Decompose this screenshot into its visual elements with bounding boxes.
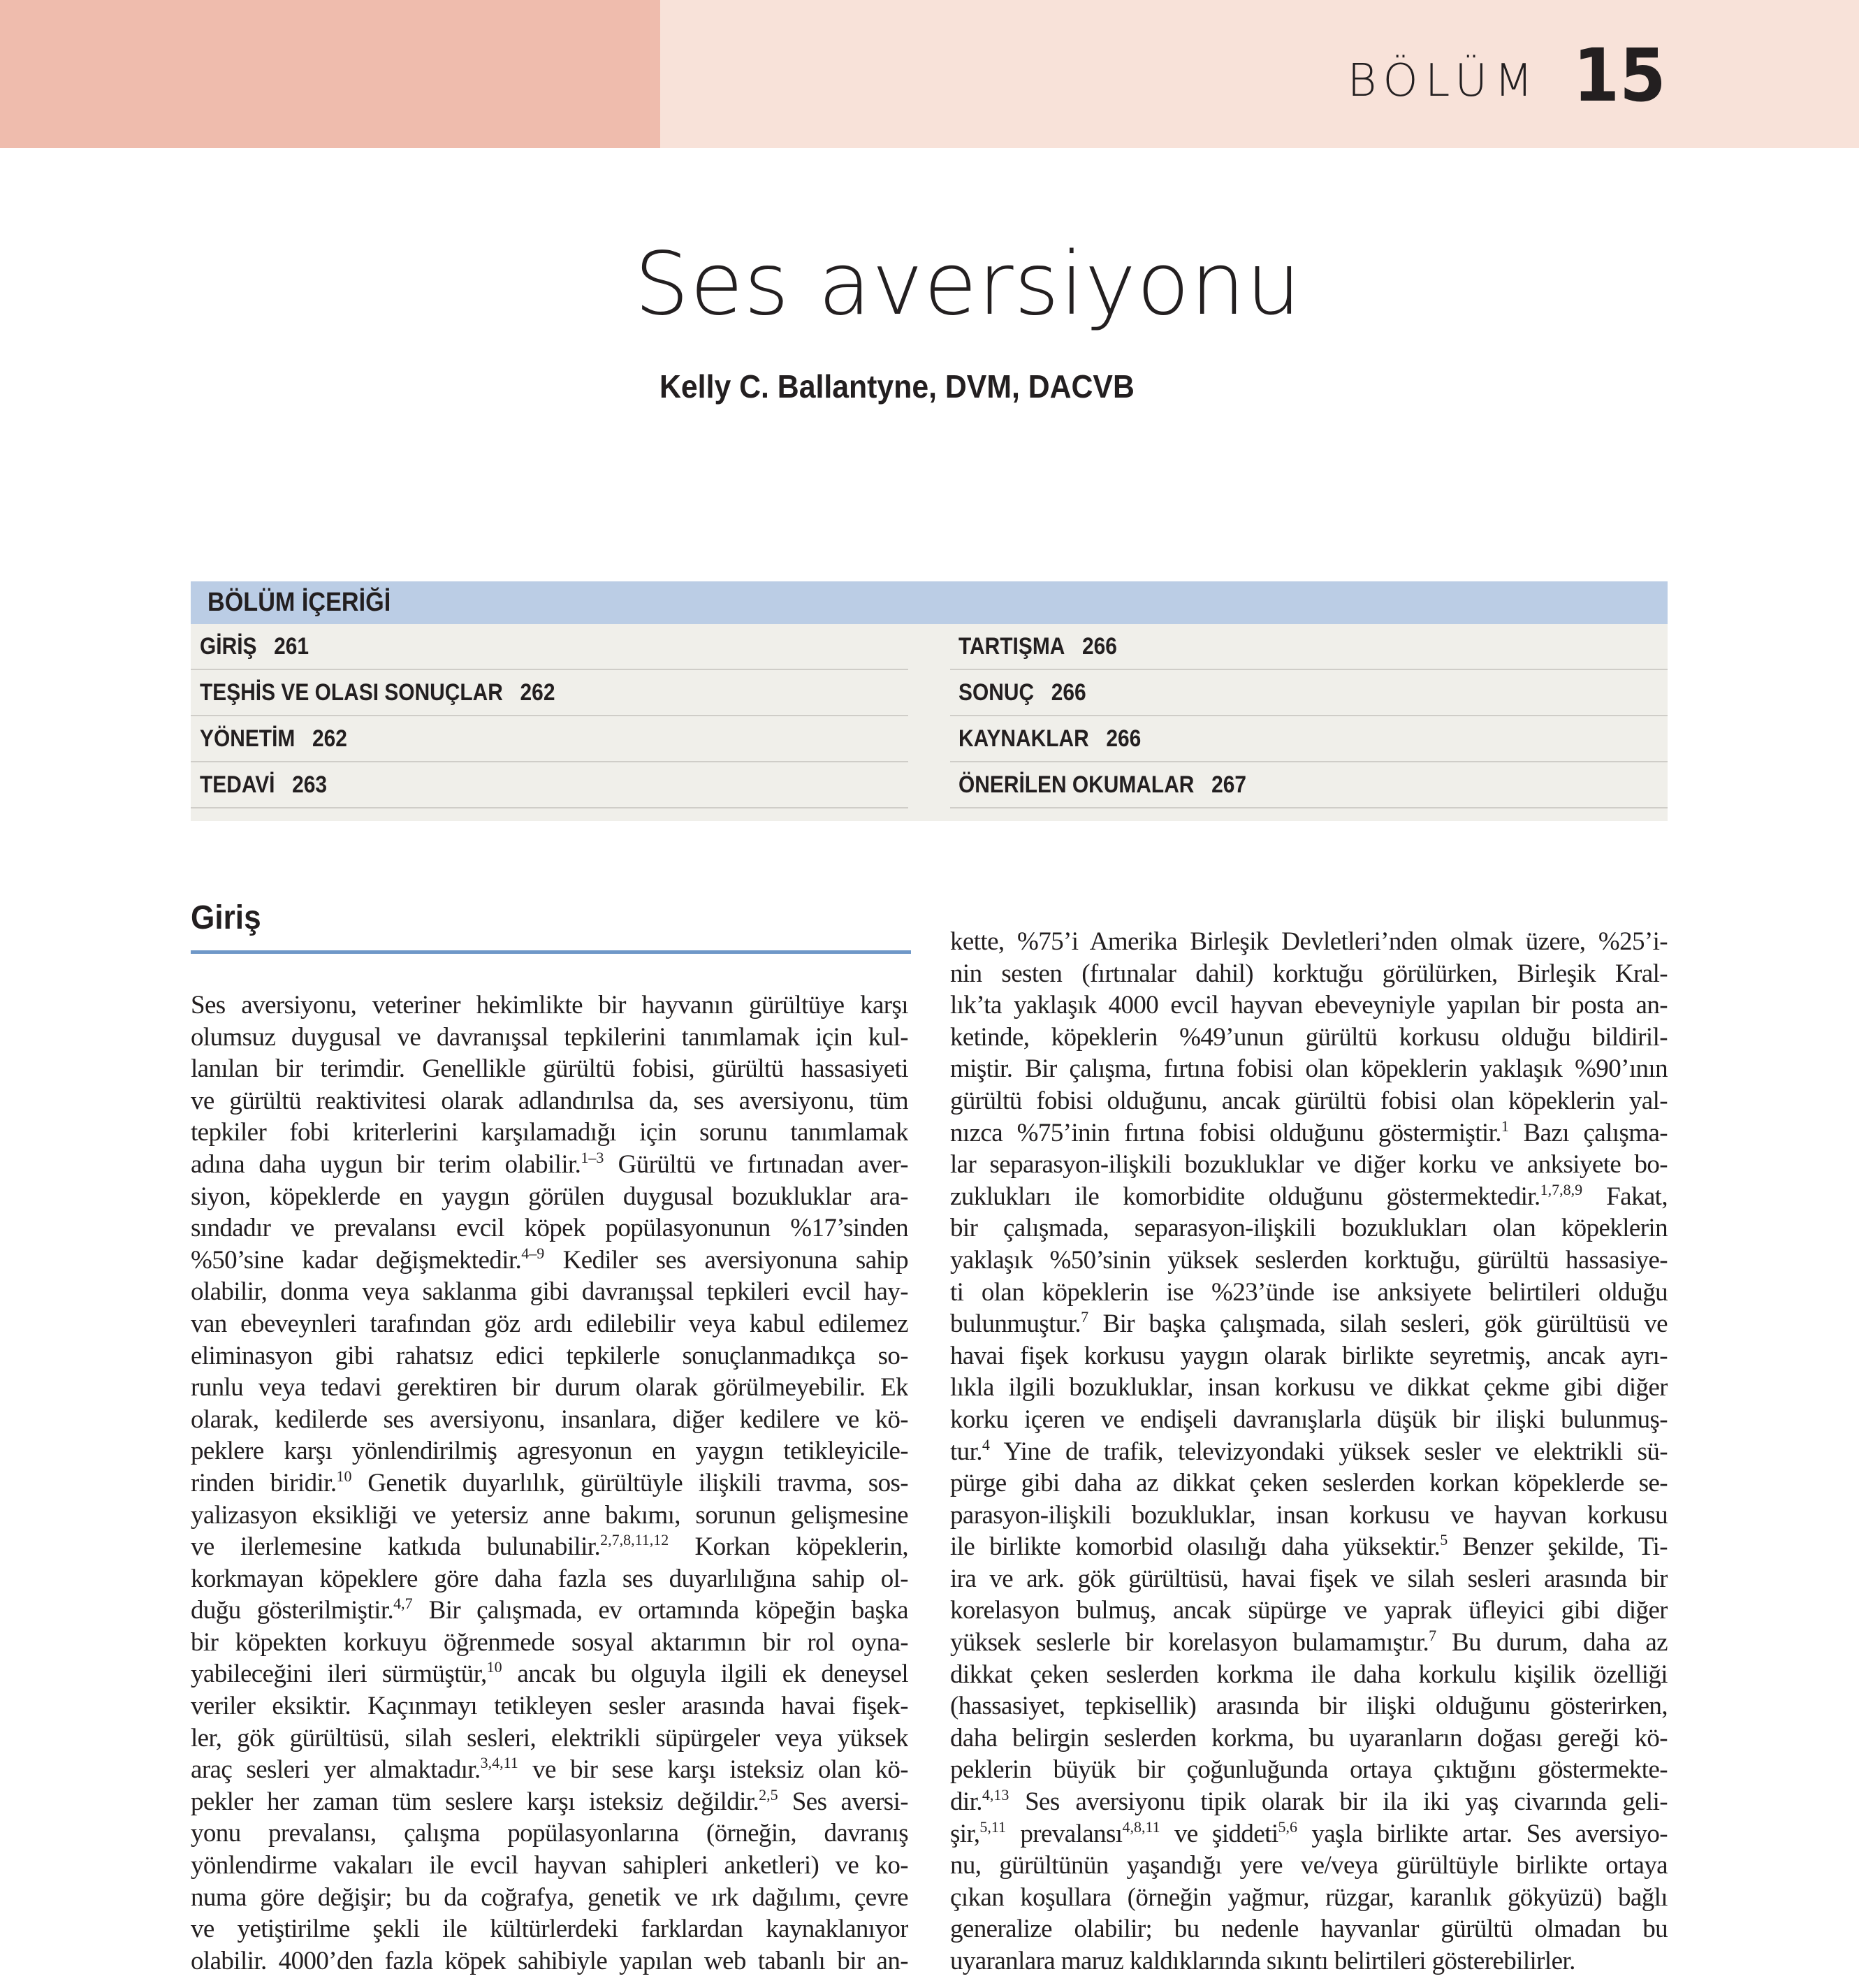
page-number: 266: [1051, 679, 1086, 706]
body-text-line: veriler eksiktir. Kaçınmayı tetikleyen sesler arasında havai fişek-: [191, 1692, 908, 1721]
body-text-line: tepkiler fobi kriterlerini karşılamadığı için sorunu tanımlamak: [191, 1118, 908, 1147]
body-text-line: daha belirgin seslerden korkma, bu uyaranların doğası gereği kö-: [950, 1723, 1668, 1753]
chapter-title: Ses aversiyonu: [634, 234, 1302, 335]
body-text-line: adına daha uygun bir terim olabilir.$^{1-3}$ Gürültü ve fırtınadan aver-: [191, 1148, 908, 1179]
body-text-line: olumsuz duygusal ve davranışsal tepkilerini tanımlamak için kul-: [191, 1022, 908, 1052]
body-text-line: pürge gibi daha az dikkat çeken seslerden korkan köpeklerde se-: [950, 1469, 1668, 1498]
body-text-line: uyaranlara maruz kaldıklarında sıkıntı belirtileri gösterebilirler.: [950, 1947, 1575, 1975]
body-column-left: [191, 989, 908, 1977]
citation-superscript: 10: [486, 1658, 502, 1676]
citation-superscript: 5,11: [979, 1818, 1007, 1836]
body-text-line: çıkan koşullara (örneğin yağmur, rüzgar, karanlık gökyüzü) bağlı: [950, 1882, 1668, 1912]
page-number: 262: [520, 679, 555, 706]
contents-item[interactable]: YÖNETİM 262: [191, 716, 908, 762]
chapter-number: 15: [1573, 33, 1666, 118]
body-text-line: runlu veya tedavi gerektiren bir durum olarak görülmeyebilir. Ek: [191, 1373, 908, 1402]
body-text-line: olabilir. 4000’den fazla köpek sahibiyle yapılan web tabanlı bir an-: [191, 1946, 908, 1975]
body-text-line: korkmayan köpeklere göre daha fazla ses duyarlılığına sahip ol-: [191, 1564, 908, 1593]
contents-column-left: [191, 624, 908, 808]
page-number: 261: [274, 632, 309, 660]
contents-item[interactable]: TEDAVİ 263: [191, 762, 908, 808]
body-text-line: ve yetiştirilme şekli ile kültürlerdeki farklardan kaynaklanıyor: [191, 1915, 908, 1944]
body-text-line: generalize olabilir; bu nedenle hayvanlar gürültü olmadan bu: [950, 1915, 1668, 1944]
body-text-line: yonu prevalansı, çalışma popülasyonlarına (örneğin, davranış: [191, 1819, 908, 1848]
body-text-line: numa göre değişir; bu da coğrafya, genetik ve ırk dağılımı, çevre: [191, 1882, 908, 1912]
body-text-line: yönlendirme vakaları ile evcil hayvan sahipleri anketleri) ve ko-: [191, 1851, 908, 1880]
body-text-line: siyon, köpeklerde en yaygın görülen duygusal bozukluklar ara-: [191, 1182, 908, 1211]
citation-superscript: 5,6: [1278, 1818, 1297, 1836]
body-text-line: dir.$^{4,13}$ Ses aversiyonu tipik olarak bir ila iki yaş civarında geli-: [950, 1786, 1668, 1817]
body-text-line: lanılan bir terimdir. Genellikle gürültü fobisi, gürültü hassasiyeti: [191, 1054, 908, 1084]
citation-superscript: 4: [982, 1435, 990, 1453]
page-number: 267: [1211, 771, 1246, 798]
body-text-line: Ses aversiyonu, veteriner hekimlikte bir hayvanın gürültüye karşı: [191, 991, 908, 1020]
body-text-line: olabilir, donma veya saklanma gibi davranışsal tepkileri evcil hay-: [191, 1277, 908, 1307]
body-text-line: gürültü fobisi olduğunu, ancak gürültü fobisi olan köpeklerin yal-: [950, 1086, 1668, 1115]
body-text-line: kette, %75’i Amerika Birleşik Devletleri’nden olmak üzere, %25’i-: [950, 927, 1668, 956]
body-text-line: araç sesleri yer almaktadır.$^{3,4,11}$ ve bir sese karşı isteksiz olan kö-: [191, 1754, 908, 1785]
citation-superscript: 2,5: [759, 1785, 778, 1804]
body-text-line: korku içeren ve endişeli davranışlarla düşük bir ilişki bulunmuş-: [950, 1405, 1668, 1434]
chapter-word: BÖLÜM: [1347, 55, 1540, 107]
citation-superscript: 7: [1081, 1308, 1089, 1326]
body-text-line: ve ilerlemesine katkıda bulunabilir.$^{2,7,8,11,12}$ Korkan köpeklerin,: [191, 1531, 908, 1562]
contents-item[interactable]: ÖNERİLEN OKUMALAR 267: [950, 762, 1668, 808]
body-text-line: lıkla ilgili bozukluklar, insan korkusu ve dikkat çekme gibi diğer: [950, 1373, 1668, 1402]
body-text-line: ti olan köpeklerin ise %23’ünde ise anksiyete belirtileri olduğu: [950, 1277, 1668, 1307]
body-text-line: bir köpekten korkuyu öğrenmede sosyal aktarımın bir rol oyna-: [191, 1627, 908, 1657]
body-text-line: ira ve ark. gök gürültüsü, havai fişek ve silah sesleri arasında bir: [950, 1564, 1668, 1593]
contents-item[interactable]: TEŞHİS VE OLASI SONUÇLAR 262: [191, 670, 908, 716]
citation-superscript: 3,4,11: [480, 1754, 518, 1772]
citation-superscript: 4,13: [982, 1786, 1009, 1804]
body-text-line: peklere karşı yönlendirilmiş agresyonun en yaygın tetikleyicile-: [191, 1437, 908, 1466]
author-line: Kelly C. Ballantyne, DVM, DACVB: [659, 368, 1135, 405]
body-text-line: miştir. Bir çalışma, fırtına fobisi olan köpeklerin yaklaşık %90’ının: [950, 1054, 1668, 1084]
body-text-line: olarak, kedilerde ses aversiyonu, insanlara, diğer kedilere ve kö-: [191, 1405, 908, 1434]
contents-item[interactable]: GİRİŞ 261: [191, 624, 908, 670]
citation-superscript: 7: [1429, 1627, 1437, 1645]
citation-superscript: 4,8,11: [1122, 1818, 1160, 1836]
body-text-line: zuklukları ile komorbidite olduğunu göstermektedir.$^{1,7,8,9}$ Fakat,: [950, 1180, 1668, 1211]
body-text-line: rinden biridir.$^{10}$ Genetik duyarlılık, gürültüyle ilişkili travma, sos-: [191, 1467, 908, 1497]
body-text-line: şir,$^{5,11}$ prevalansı$^{4,8,11}$ ve şiddeti$^{5,6}$ yaşla birlikte artar. Ses aversiyo-: [950, 1818, 1668, 1848]
citation-superscript: 1: [1501, 1117, 1509, 1135]
body-text-line: nu, gürültünün yaşandığı yere ve/veya gürültüyle birlikte ortaya: [950, 1851, 1668, 1880]
body-text-line: %50’sine kadar değişmektedir.$^{4-9}$ Kediler ses aversiyonuna sahip: [191, 1244, 908, 1275]
body-text-line: ler, gök gürültüsü, silah sesleri, elektrikli süpürgeler veya yüksek: [191, 1723, 908, 1753]
body-text-line: ile birlikte komorbid olasılığı daha yüksektir.$^5$ Benzer şekilde, Ti-: [950, 1531, 1668, 1562]
body-text-line: dikkat çeken seslerden korkma ile daha korkulu kişilik özelliği: [950, 1660, 1668, 1689]
body-text-line: nin sesten (fırtınalar dahil) korktuğu görülürken, Birleşik Kral-: [950, 959, 1668, 988]
body-text-line: havai fişek korkusu yaygın olarak birlikte seyretmiş, ancak ayrı-: [950, 1341, 1668, 1370]
citation-superscript: 2,7,8,11,12: [600, 1531, 669, 1549]
body-text-line: eliminasyon gibi rahatsız edici tepkilerle sonuçlanmadıkça so-: [191, 1341, 908, 1370]
section-heading-rule: [191, 950, 911, 954]
body-text-line: peklerin büyük bir çoğunluğunda ortaya çıktığını göstermekte-: [950, 1755, 1668, 1785]
contents-heading: BÖLÜM İÇERİĞİ: [191, 581, 1668, 624]
body-text-line: bulunmuştur.$^7$ Bir başka çalışmada, silah sesleri, gök gürültüsü ve: [950, 1308, 1668, 1339]
header-band-right: [660, 0, 1859, 148]
body-text-line: van ebeveynleri tarafından göz ardı edilebilir veya kabul edilemez: [191, 1309, 908, 1338]
header-band-left: [0, 0, 660, 148]
citation-superscript: 4,7: [393, 1595, 413, 1613]
body-text-line: ketinde, köpeklerin %49’unun gürültü korkusu olduğu bildiril-: [950, 1022, 1668, 1052]
body-text-line: yaklaşık %50’sinin yüksek seslerden korktuğu, gürültü hassasiye-: [950, 1245, 1668, 1275]
section-heading: Giriş: [191, 899, 261, 936]
chapter-label: [1347, 33, 1666, 118]
body-text-line: parasyon-ilişkili bozukluklar, insan korkusu ve hayvan korkusu: [950, 1500, 1668, 1530]
contents-column-right: [950, 624, 1668, 808]
body-text-line: yabileceğini ileri sürmüştür,$^{10}$ ancak bu olguyla ilgili ek deneysel: [191, 1658, 908, 1689]
contents-item[interactable]: KAYNAKLAR 266: [950, 716, 1668, 762]
page-number: 263: [292, 771, 328, 798]
body-text-line: nızca %75’inin fırtına fobisi olduğunu göstermiştir.$^1$ Bazı çalışma-: [950, 1117, 1668, 1147]
body-text-line: ve gürültü reaktivitesi olarak adlandırılsa da, ses aversiyonu, tüm: [191, 1086, 908, 1115]
body-text-line: (hassasiyet, tepkisellik) arasında bir ilişki olduğunu gösterirken,: [950, 1692, 1668, 1721]
citation-superscript: 5: [1440, 1531, 1448, 1549]
body-text-line: lar separasyon-ilişkili bozukluklar ve diğer korku ve anksiyete bo-: [950, 1150, 1668, 1180]
body-text-line: duğu gösterilmiştir.$^{4,7}$ Bir çalışmada, ev ortamında köpeğin başka: [191, 1595, 908, 1625]
citation-superscript: 10: [336, 1467, 352, 1485]
body-text-line: yüksek seslerle bir korelasyon bulamamıştır.$^7$ Bu durum, daha az: [950, 1627, 1668, 1657]
body-text-line: lık’ta yaklaşık 4000 evcil hayvan ebeveyniyle yapılan bir posta an-: [950, 991, 1668, 1020]
body-text-line: yalizasyon eksikliği ve yetersiz anne bakımı, sorunun gelişmesine: [191, 1500, 908, 1530]
page-number: 266: [1106, 725, 1142, 752]
body-text-line: tur.$^4$ Yine de trafik, televizyondaki yüksek sesler ve elektrikli sü-: [950, 1435, 1668, 1466]
contents-item[interactable]: SONUÇ 266: [950, 670, 1668, 716]
chapter-contents-box: [191, 581, 1668, 821]
page-number: 266: [1081, 632, 1117, 660]
body-text-line: sındadır ve prevalansı evcil köpek popülasyonunun %17’sinden: [191, 1214, 908, 1243]
page-number: 262: [312, 725, 347, 752]
body-text-line: korelasyon bulmuş, ancak süpürge ve yaprak üfleyici gibi diğer: [950, 1596, 1668, 1625]
citation-superscript: 1,7,8,9: [1540, 1180, 1583, 1198]
body-column-right: [950, 926, 1668, 1978]
body-text-line: bir çalışmada, separasyon-ilişkili bozuklukları olan köpeklerin: [950, 1214, 1668, 1243]
contents-item[interactable]: TARTIŞMA 266: [950, 624, 1668, 670]
citation-superscript: 1–3: [581, 1148, 604, 1166]
citation-superscript: 4–9: [521, 1244, 545, 1262]
body-text-line: pekler her zaman tüm seslere karşı isteksiz değildir.$^{2,5}$ Ses aversi-: [191, 1785, 908, 1816]
